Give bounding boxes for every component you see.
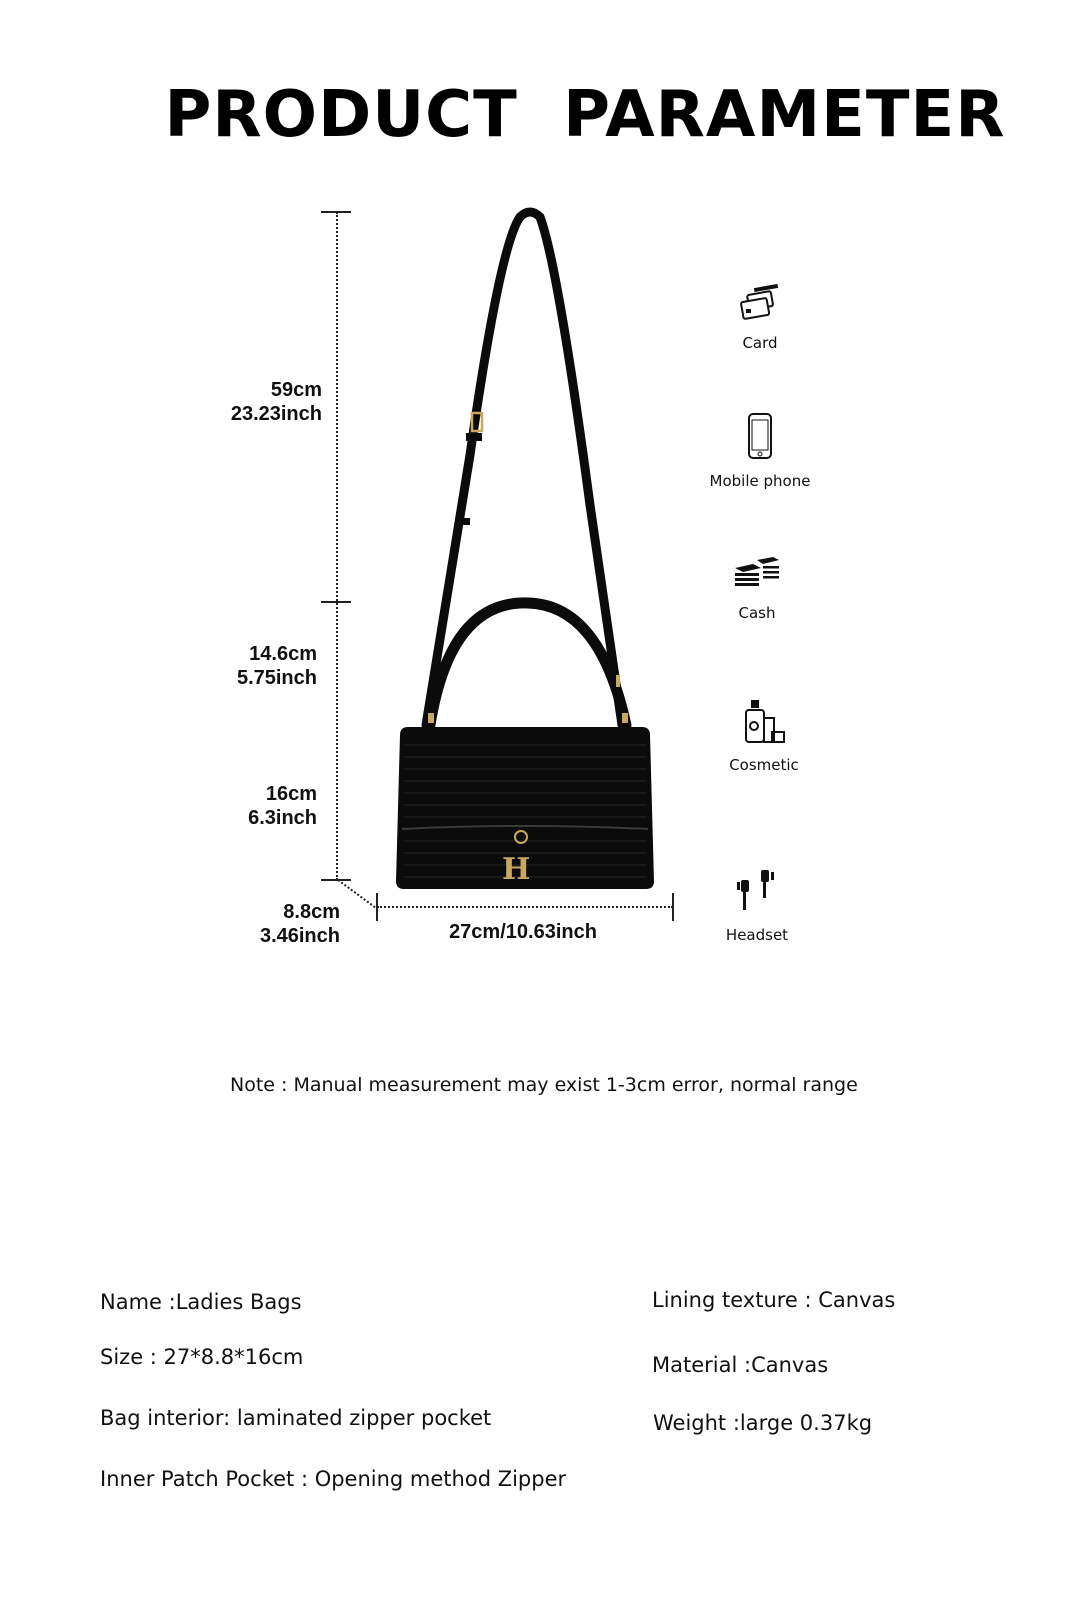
handle-drop-label: [200, 642, 317, 690]
capacity-label: Cash: [738, 604, 776, 622]
spec-name: Name :Ladies Bags: [100, 1290, 302, 1314]
capacity-item-mobile-phone: [700, 412, 820, 490]
vertical-measure-line: [336, 212, 338, 880]
capacity-item-card: [700, 284, 820, 352]
handle-drop-inch: 5.75inch: [236, 667, 317, 689]
capacity-label: Card: [742, 334, 778, 352]
measure-tick-top: [321, 211, 351, 213]
spec-size: Size : 27*8.8*16cm: [100, 1345, 304, 1369]
measurement-note: Note : Manual measurement may exist 1-3cm error, normal range: [230, 1074, 858, 1096]
capacity-label: Cosmetic: [729, 756, 799, 774]
headset-icon: [735, 866, 779, 914]
width-measure-line: [377, 906, 673, 908]
card-icon: [738, 284, 782, 322]
spec-lining-texture: Lining texture : Canvas: [652, 1288, 896, 1312]
page-title: PRODUCT PARAMETER: [164, 78, 1006, 152]
spec-weight: Weight :large 0.37kg: [653, 1411, 873, 1435]
svg-text:H: H: [502, 852, 531, 887]
height-cm: 16cm: [265, 783, 317, 805]
depth-diagonal-line: [336, 878, 381, 913]
capacity-label: Headset: [725, 926, 789, 944]
measure-tick-mid: [321, 601, 351, 603]
strap-drop-cm: 59cm: [270, 379, 322, 401]
spec-material: Material :Canvas: [652, 1353, 829, 1377]
depth-inch: 3.46inch: [259, 925, 340, 947]
mobile-phone-icon: [747, 412, 773, 460]
width-tick-left: [376, 893, 378, 921]
handbag-image: [390, 205, 670, 895]
capacity-item-headset: [697, 866, 817, 944]
spec-bag-interior: Bag interior: laminated zipper pocket: [100, 1406, 492, 1430]
cosmetic-icon: [742, 700, 786, 744]
height-label: [200, 782, 317, 830]
strap-drop-label: [200, 378, 322, 426]
spec-inner-patch-pocket: Inner Patch Pocket : Opening method Zipper: [100, 1467, 567, 1491]
depth-label: [220, 900, 340, 948]
capacity-item-cosmetic: [704, 700, 824, 774]
width-tick-right: [672, 893, 674, 921]
capacity-item-cash: [697, 556, 817, 622]
capacity-label: Mobile phone: [709, 472, 811, 490]
strap-drop-inch: 23.23inch: [230, 403, 322, 425]
handle-drop-cm: 14.6cm: [249, 643, 317, 665]
depth-cm: 8.8cm: [283, 901, 340, 923]
height-inch: 6.3inch: [248, 807, 317, 829]
cash-icon: [733, 556, 781, 592]
width-label: 27cm/10.63inch: [449, 921, 597, 943]
